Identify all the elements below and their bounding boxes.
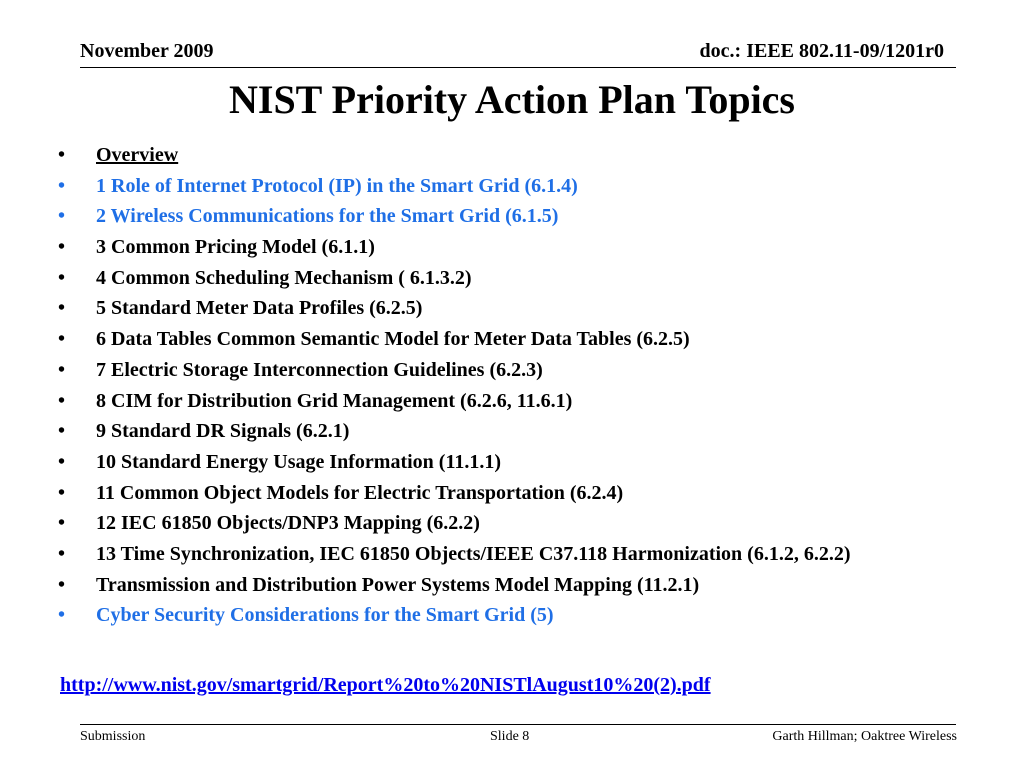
header-doc-id: doc.: IEEE 802.11-09/1201r0 <box>699 40 944 62</box>
topic-text: 5 Standard Meter Data Profiles (6.2.5) <box>96 297 423 320</box>
bullet-icon: • <box>58 205 66 228</box>
report-link[interactable]: http://www.nist.gov/smartgrid/Report%20to%20NISTlAugust10%20(2).pdf <box>60 674 711 696</box>
topic-text: Transmission and Distribution Power Systems Model Mapping (11.2.1) <box>96 573 700 596</box>
topic-list-item <box>58 359 1013 381</box>
bullet-icon: • <box>58 420 66 443</box>
topic-list-item <box>58 328 1013 350</box>
topic-text: 9 Standard DR Signals (6.2.1) <box>96 420 350 443</box>
bullet-icon: • <box>58 266 66 289</box>
footer-divider <box>80 724 956 725</box>
bullet-icon: • <box>58 236 66 259</box>
topic-list-item[interactable] <box>58 175 1013 197</box>
bullet-icon: • <box>58 358 66 381</box>
topic-text: Cyber Security Considerations for the Smart Grid (5) <box>96 604 554 627</box>
bullet-icon: • <box>58 573 66 596</box>
topic-text: 4 Common Scheduling Mechanism ( 6.1.3.2) <box>96 266 472 289</box>
bullet-icon: • <box>58 297 66 320</box>
topic-text: 8 CIM for Distribution Grid Management (6.2.6, 11.6.1) <box>96 389 573 412</box>
topic-text: 11 Common Object Models for Electric Transportation (6.2.4) <box>96 481 624 504</box>
topic-text: Overview <box>96 144 179 166</box>
topic-list-item <box>58 543 1013 565</box>
topic-list-item <box>58 236 1013 258</box>
topic-text: 7 Electric Storage Interconnection Guidelines (6.2.3) <box>96 358 543 381</box>
topic-list-item <box>58 574 1013 596</box>
topic-list-item <box>58 390 1013 412</box>
topic-text: 12 IEC 61850 Objects/DNP3 Mapping (6.2.2) <box>96 512 480 535</box>
bullet-icon: • <box>58 481 66 504</box>
bullet-icon: • <box>58 174 66 197</box>
topic-text: 1 Role of Internet Protocol (IP) in the Smart Grid (6.1.4) <box>96 174 578 197</box>
bullet-icon: • <box>58 389 66 412</box>
topic-list <box>58 144 1013 635</box>
topic-list-item <box>58 512 1013 534</box>
topic-list-item <box>58 482 1013 504</box>
header-date: November 2009 <box>80 40 214 62</box>
topic-text: 3 Common Pricing Model (6.1.1) <box>96 236 375 259</box>
topic-text: 13 Time Synchronization, IEC 61850 Objects/IEEE C37.118 Harmonization (6.1.2, 6.2.2) <box>96 542 851 565</box>
topic-text: 6 Data Tables Common Semantic Model for Meter Data Tables (6.2.5) <box>96 328 690 351</box>
topic-text: 10 Standard Energy Usage Information (11.1.1) <box>96 450 502 473</box>
topic-list-item[interactable] <box>58 604 1013 626</box>
topic-text: 2 Wireless Communications for the Smart Grid (6.1.5) <box>96 205 559 228</box>
bullet-icon: • <box>58 450 66 473</box>
footer-slide-number: Slide 8 <box>490 729 530 744</box>
bullet-icon: • <box>58 604 66 627</box>
topic-list-item <box>58 451 1013 473</box>
topic-list-item <box>58 297 1013 319</box>
footer-author: Garth Hillman; Oaktree Wireless <box>772 729 957 744</box>
bullet-icon: • <box>58 328 66 351</box>
topic-list-item <box>58 420 1013 442</box>
slide-title: NIST Priority Action Plan Topics <box>228 77 795 122</box>
topic-list-item[interactable] <box>58 144 1013 166</box>
topic-list-item[interactable] <box>58 205 1013 227</box>
footer-submission: Submission <box>80 729 146 744</box>
bullet-icon: • <box>58 512 66 535</box>
header-divider <box>80 67 956 68</box>
topic-list-item <box>58 267 1013 289</box>
bullet-icon: • <box>58 542 66 565</box>
bullet-icon: • <box>58 144 66 166</box>
